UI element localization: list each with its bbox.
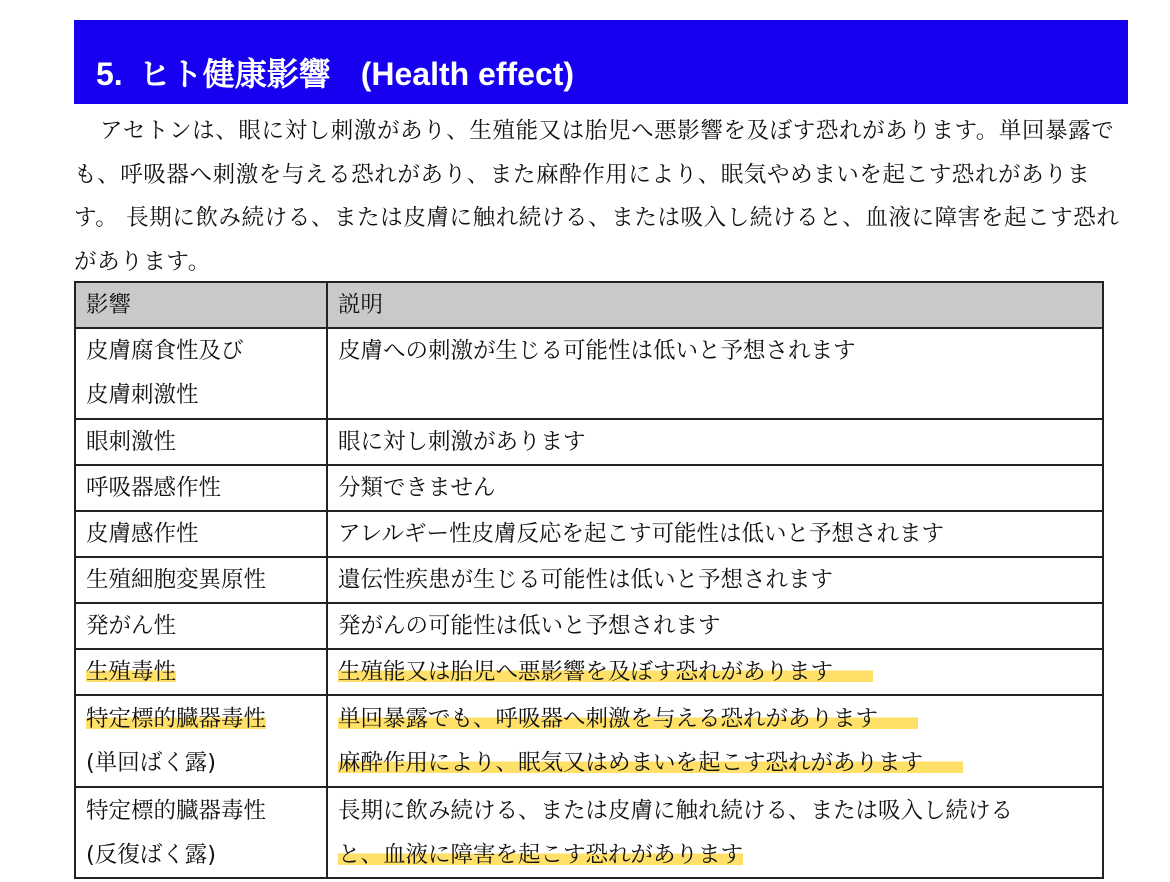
effect-cell xyxy=(75,419,327,465)
effect-text: 呼吸器感作性 xyxy=(86,475,222,501)
description-text: 長期に飲み続ける、または皮膚に触れ続ける、または吸入し続ける xyxy=(338,797,1014,824)
table-row xyxy=(75,511,1103,557)
table-header-row xyxy=(75,282,1103,328)
health-effects-table xyxy=(74,281,1104,879)
effect-text: 眼刺激性 xyxy=(86,429,177,455)
table-row xyxy=(75,787,1103,878)
description-text: アレルギー性皮膚反応を起こす可能性は低いと予想されます xyxy=(338,521,945,547)
description-text: 眼に対し刺激があります xyxy=(338,429,586,455)
table-row xyxy=(75,649,1103,695)
description-text: 皮膚への刺激が生じる可能性は低いと予想されます xyxy=(338,338,856,364)
effect-text: 特定標的臓器毒性 xyxy=(86,797,267,824)
description-text: 生殖能又は胎児へ悪影響を及ぼす恐れがあります xyxy=(338,659,873,685)
description-cell xyxy=(327,419,1103,465)
effect-text: 発がん性 xyxy=(86,613,177,639)
table-row xyxy=(75,603,1103,649)
effect-text: 皮膚腐食性及び xyxy=(86,338,244,364)
effect-cell xyxy=(75,649,327,695)
effect-cell xyxy=(75,465,327,511)
description-text: 発がんの可能性は低いと予想されます xyxy=(338,613,721,639)
description-cell xyxy=(327,465,1103,511)
table-row xyxy=(75,557,1103,603)
table-row xyxy=(75,695,1103,787)
description-cell xyxy=(327,511,1103,557)
section-title-ja: ヒト健康影響 xyxy=(138,56,331,92)
effect-text: 生殖細胞変異原性 xyxy=(86,567,267,593)
description-text: 麻酔作用により、眠気又はめまいを起こす恐れがあります xyxy=(338,750,963,776)
description-cell xyxy=(327,695,1103,787)
table-row xyxy=(75,465,1103,511)
description-cell xyxy=(327,557,1103,603)
effect-cell xyxy=(75,603,327,649)
effect-text: (反復ばく露) xyxy=(86,841,217,868)
section-title xyxy=(96,54,574,94)
effect-cell xyxy=(75,787,327,878)
effect-cell xyxy=(75,557,327,603)
effect-text: 皮膚刺激性 xyxy=(86,382,199,408)
description-cell xyxy=(327,649,1103,695)
description-text: と、血液に障害を起こす恐れがあります xyxy=(338,841,744,868)
effect-cell xyxy=(75,328,327,419)
intro-paragraph: アセトンは、眼に対し刺激があり、生殖能又は胎児へ悪影響を及ぼす恐れがあります。単回暴露でも、呼吸器へ刺激を与える恐れがあり、また麻酔作用により、眠気やめまいを起こす恐れがあります。 長期に飲み続ける、または皮膚に触れ続ける、または吸入し続けると、血液に障害を起こす恐れがあります。 xyxy=(74,118,1120,275)
effect-text: 特定標的臓器毒性 xyxy=(86,706,267,732)
table-row xyxy=(75,419,1103,465)
description-cell xyxy=(327,787,1103,878)
description-text: 遺伝性疾患が生じる可能性は低いと予想されます xyxy=(338,567,834,593)
description-cell xyxy=(327,328,1103,419)
header-description: 説明 xyxy=(327,282,1103,328)
header-effect: 影響 xyxy=(75,282,327,328)
effect-text: 皮膚感作性 xyxy=(86,521,199,547)
effect-text: (単回ばく露) xyxy=(86,750,217,776)
description-text: 分類できません xyxy=(338,475,496,501)
section-number: 5. xyxy=(96,56,123,92)
description-cell xyxy=(327,603,1103,649)
section-title-en: (Health effect) xyxy=(360,56,575,92)
description-text: 単回暴露でも、呼吸器へ刺激を与える恐れがあります xyxy=(338,706,918,732)
effect-cell xyxy=(75,511,327,557)
section-header-bar xyxy=(74,20,1128,104)
effect-cell xyxy=(75,695,327,787)
effect-text: 生殖毒性 xyxy=(86,659,177,685)
table-row xyxy=(75,328,1103,419)
